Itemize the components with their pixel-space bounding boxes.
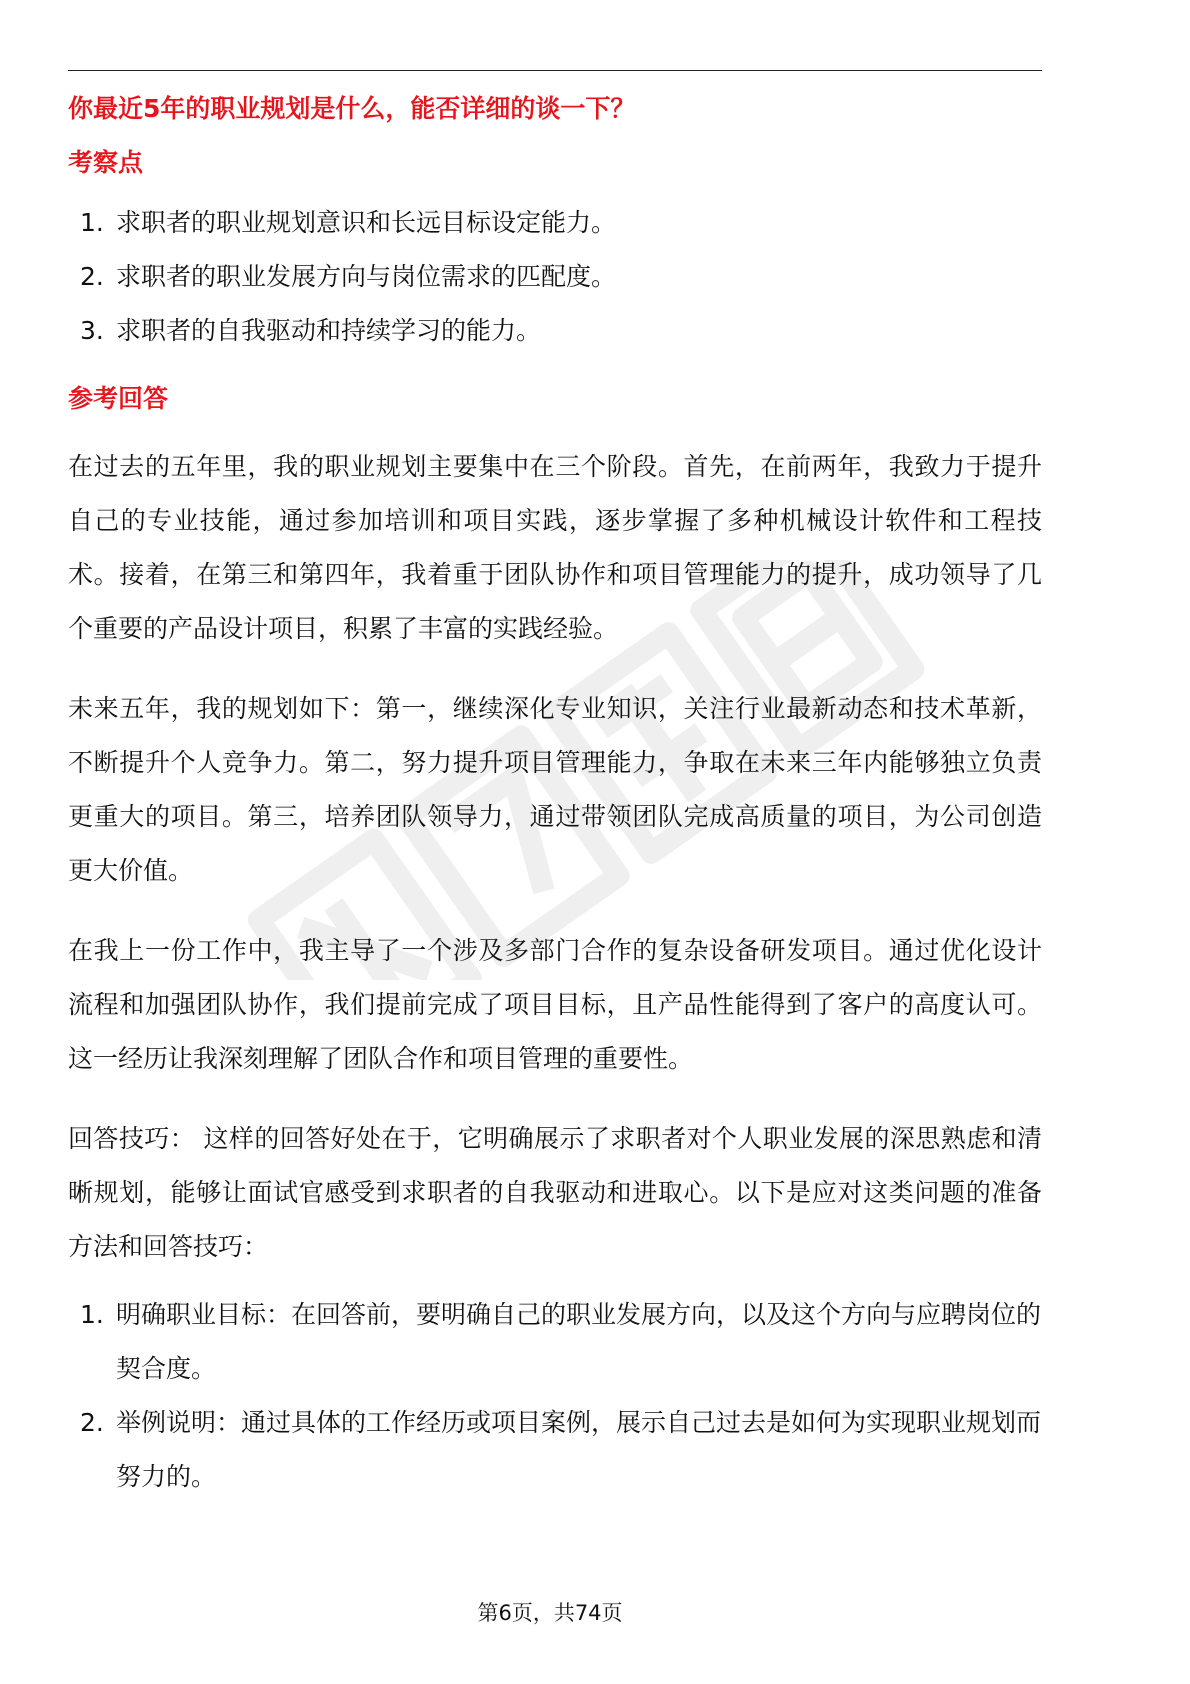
list-text: 求职者的自我驱动和持续学习的能力。: [116, 316, 542, 345]
list-text: 举例说明：通过具体的工作经历或项目案例，展示自己过去是如何为实现职业规划而努力的。: [116, 1408, 1042, 1491]
page-number-footer: 第6页，共74页: [477, 1601, 623, 1625]
list-text: 求职者的职业发展方向与岗位需求的匹配度。: [116, 262, 617, 291]
tips-intro-paragraph: 回答技巧： 这样的回答好处在于，它明确展示了求职者对个人职业发展的深思熟虑和清晰规划，能够让面试官感受到求职者的自我驱动和进取心。以下是应对这类问题的准备方法和回答技巧：: [68, 1124, 1042, 1261]
question-heading: 你最近5年的职业规划是什么，能否详细的谈一下？: [68, 94, 636, 123]
section-title-points: 考察点: [68, 148, 144, 177]
list-number: 1.: [80, 208, 104, 237]
list-item: [68, 196, 1042, 250]
top-divider: [68, 70, 1042, 71]
list-number: 2.: [80, 1408, 104, 1437]
section-title-answer: 参考回答: [68, 384, 169, 413]
list-item: [68, 250, 1042, 304]
tips-list: [68, 1288, 1042, 1504]
answer-paragraph: 未来五年，我的规划如下：第一，继续深化专业知识，关注行业最新动态和技术革新，不断提升个人竞争力。第二，努力提升项目管理能力，争取在未来三年内能够独立负责更重大的项目。第三，培养团队领导力，通过带领团队完成高质量的项目，为公司创造更大价值。: [68, 694, 1042, 885]
points-list: [68, 196, 1042, 358]
answer-paragraph: 在我上一份工作中，我主导了一个涉及多部门合作的复杂设备研发项目。通过优化设计流程和加强团队协作，我们提前完成了项目目标，且产品性能得到了客户的高度认可。这一经历让我深刻理解了团队合作和项目管理的重要性。: [68, 936, 1042, 1073]
list-text: 求职者的职业规划意识和长远目标设定能力。: [116, 208, 617, 237]
list-item: [68, 1288, 1042, 1396]
list-number: 3.: [80, 316, 104, 345]
list-item: [68, 304, 1042, 358]
list-number: 2.: [80, 262, 104, 291]
document-content: [68, 82, 1042, 1504]
list-number: 1.: [80, 1300, 104, 1329]
list-text: 明确职业目标：在回答前，要明确自己的职业发展方向，以及这个方向与应聘岗位的契合度。: [116, 1300, 1042, 1383]
answer-paragraph: 在过去的五年里，我的职业规划主要集中在三个阶段。首先，在前两年，我致力于提升自己的专业技能，通过参加培训和项目实践，逐步掌握了多种机械设计软件和工程技术。接着，在第三和第四年，我着重于团队协作和项目管理能力的提升，成功领导了几个重要的产品设计项目，积累了丰富的实践经验。: [68, 452, 1042, 643]
list-item: [68, 1396, 1042, 1504]
